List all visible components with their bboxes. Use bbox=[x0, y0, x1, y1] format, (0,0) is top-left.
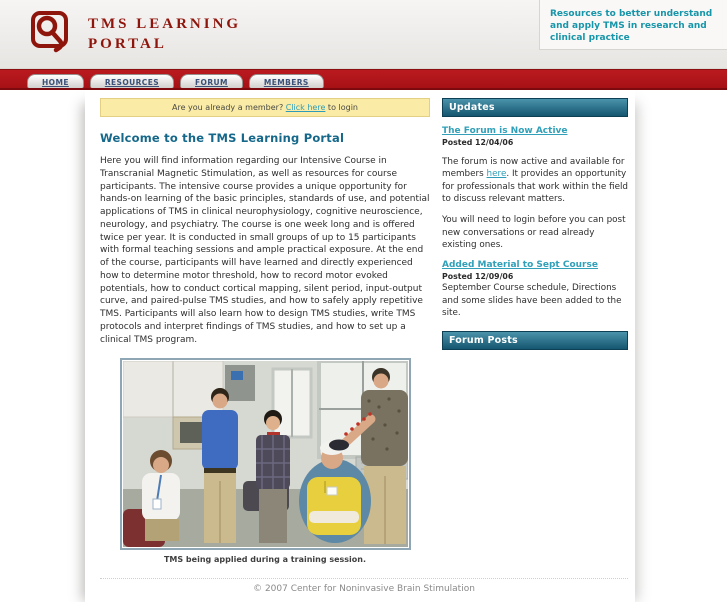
site-title-line1: TMS LEARNING bbox=[88, 16, 242, 32]
sidebar bbox=[442, 98, 628, 564]
forum-posts-panel-header: Forum Posts bbox=[442, 331, 628, 350]
site-header bbox=[0, 0, 727, 69]
member-banner-suffix: to login bbox=[325, 103, 358, 112]
footer-copyright: © 2007 Center for Noninvasive Brain Stimulation bbox=[253, 584, 475, 595]
nav-tab-members[interactable]: MEMBERS bbox=[249, 74, 324, 88]
photo-caption: TMS being applied during a training session. bbox=[163, 555, 367, 565]
intro-paragraph: Here you will find information regarding our Intensive Course in Transcranial Magnetic Stimulation, as well as resources for course participants. The intensive course provides a unique opportunity for hands-on learning of the basic principles, standards of use, and potential applications of TMS in clinical neurophysiology, cognitive neuroscience, neurology, and psychiatry. The course is one week long and is offered twice per year. It is conducted in small groups of up to 15 participants with formal teaching sessions and ample practical exposure. At the end of the course, participants will have learned and directly experienced how to determine motor threshold, how to record motor evoked potentials, how to conduct cortical mapping, silent period, input-output curve, and paired-pulse TMS studies, and how to safely apply repetitive TMS. Participants will also learn how to design TMS studies, write TMS protocols and interpret findings of TMS studies, and how to set up a clinical TMS program. bbox=[100, 156, 430, 345]
update-posted-date: Posted 12/04/06 bbox=[442, 138, 514, 147]
header-tagline: Resources to better understand and apply TMS in research and clinical practice bbox=[539, 0, 727, 50]
update-link-sept-course[interactable]: Added Material to Sept Course bbox=[442, 260, 598, 271]
member-banner-text: Are you already a member? bbox=[172, 103, 286, 112]
forum-here-link[interactable]: here bbox=[486, 169, 507, 180]
updates-panel-header: Updates bbox=[442, 98, 628, 117]
logo-wrap bbox=[30, 10, 241, 55]
nav-tab-resources[interactable]: RESOURCES bbox=[90, 74, 174, 88]
training-photo bbox=[123, 361, 408, 547]
update-link-forum-active[interactable]: The Forum is Now Active bbox=[442, 126, 568, 136]
update-body-2: You will need to login before you can post new conversations or read already existing ones. bbox=[442, 215, 626, 250]
update-body-text-after: . It provides an opportunity for professionals that work within the field to discuss relevant matters. bbox=[442, 169, 629, 204]
photo-frame bbox=[120, 358, 411, 550]
main-navbar bbox=[0, 69, 727, 90]
main-column bbox=[100, 98, 430, 564]
update-body-3: September Course schedule, Directions and some slides have been added to the site. bbox=[442, 283, 622, 318]
footer bbox=[100, 578, 628, 602]
member-banner bbox=[100, 98, 430, 117]
member-login-link[interactable]: Click here bbox=[285, 103, 326, 112]
tms-logo-icon[interactable] bbox=[30, 10, 72, 54]
update-posted-date-2: Posted 12/09/06 bbox=[442, 272, 514, 282]
content-columns bbox=[100, 98, 628, 564]
training-photo-figure bbox=[100, 358, 430, 564]
nav-tab-forum[interactable]: FORUM bbox=[180, 74, 243, 88]
nav-tab-home[interactable]: HOME bbox=[27, 74, 84, 88]
page-container bbox=[85, 90, 635, 602]
site-title bbox=[88, 14, 241, 55]
page-title: Welcome to the TMS Learning Portal bbox=[100, 131, 345, 145]
update-body-text: The forum is now active and available for members bbox=[442, 157, 625, 180]
update-body bbox=[442, 156, 628, 205]
site-title-line2: PORTAL bbox=[88, 36, 167, 53]
